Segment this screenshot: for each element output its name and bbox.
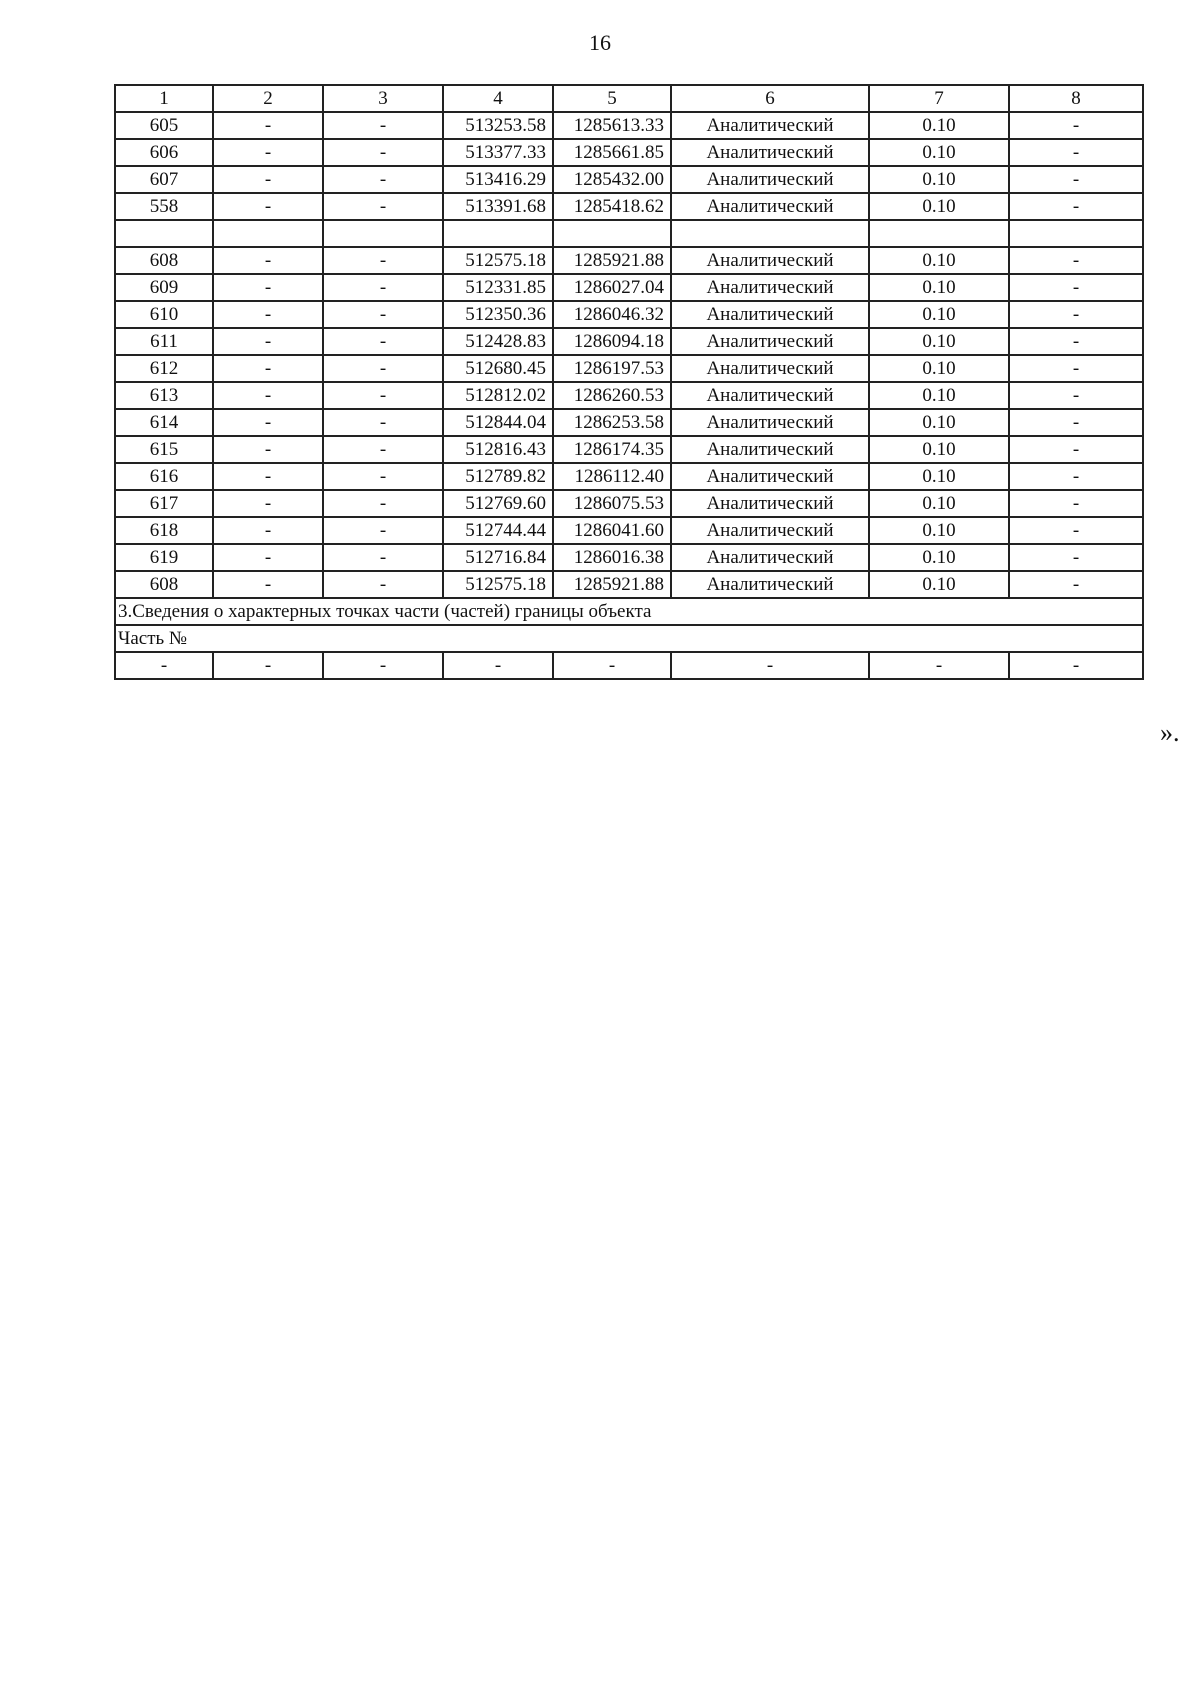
blank-row xyxy=(115,220,1143,247)
table-cell: 0.10 xyxy=(869,247,1009,274)
table-cell: - xyxy=(213,247,323,274)
blank-cell xyxy=(443,220,553,247)
table-cell: 0.10 xyxy=(869,193,1009,220)
table-cell: 1285418.62 xyxy=(553,193,671,220)
table-cell: 0.10 xyxy=(869,139,1009,166)
table-cell: - xyxy=(323,463,443,490)
table-cell: 0.10 xyxy=(869,490,1009,517)
table-cell: 1286075.53 xyxy=(553,490,671,517)
part-label-row xyxy=(115,625,1143,652)
table-cell: 1286253.58 xyxy=(553,409,671,436)
table-cell: Аналитический xyxy=(671,571,869,598)
table-cell: - xyxy=(323,247,443,274)
table-cell: - xyxy=(323,301,443,328)
table-cell: 619 xyxy=(115,544,213,571)
column-number: 6 xyxy=(671,85,869,112)
table-cell: 0.10 xyxy=(869,544,1009,571)
table-cell: 1286197.53 xyxy=(553,355,671,382)
blank-cell xyxy=(553,220,671,247)
part-label: Часть № xyxy=(115,625,1143,652)
table-cell: 1286112.40 xyxy=(553,463,671,490)
table-cell: 512680.45 xyxy=(443,355,553,382)
column-number: 4 xyxy=(443,85,553,112)
table-cell: - xyxy=(1009,436,1143,463)
table-cell: 616 xyxy=(115,463,213,490)
table-cell: Аналитический xyxy=(671,247,869,274)
table-cell: Аналитический xyxy=(671,139,869,166)
column-number-row xyxy=(115,85,1143,112)
table-cell: - xyxy=(213,490,323,517)
table-cell: - xyxy=(1009,517,1143,544)
table-cell: - xyxy=(213,409,323,436)
table-cell: 607 xyxy=(115,166,213,193)
closing-quote-mark: ». xyxy=(1160,718,1180,747)
table-row xyxy=(115,328,1143,355)
table-row xyxy=(115,571,1143,598)
table-cell: Аналитический xyxy=(671,517,869,544)
table-cell: 614 xyxy=(115,409,213,436)
table-cell: - xyxy=(213,166,323,193)
table-cell: - xyxy=(1009,193,1143,220)
column-number: 3 xyxy=(323,85,443,112)
table-row xyxy=(115,544,1143,571)
table-cell: - xyxy=(1009,139,1143,166)
table-cell: 1286041.60 xyxy=(553,517,671,544)
section-heading-row xyxy=(115,598,1143,625)
table-cell: - xyxy=(1009,301,1143,328)
table-cell: Аналитический xyxy=(671,544,869,571)
blank-cell xyxy=(1009,220,1143,247)
table-cell: 1286260.53 xyxy=(553,382,671,409)
table-cell: - xyxy=(1009,544,1143,571)
table-cell: - xyxy=(323,139,443,166)
table-cell: - xyxy=(1009,382,1143,409)
table-cell: 0.10 xyxy=(869,463,1009,490)
table-cell: 512816.43 xyxy=(443,436,553,463)
table-row xyxy=(115,652,1143,679)
column-number: 2 xyxy=(213,85,323,112)
table-cell: 513391.68 xyxy=(443,193,553,220)
table-cell: - xyxy=(1009,490,1143,517)
coordinates-table xyxy=(114,84,1144,680)
table-cell: - xyxy=(1009,274,1143,301)
table-row xyxy=(115,436,1143,463)
table-cell: Аналитический xyxy=(671,463,869,490)
table-cell: - xyxy=(213,274,323,301)
table-cell: - xyxy=(323,436,443,463)
table-cell: 1285613.33 xyxy=(553,112,671,139)
page-number: 16 xyxy=(589,30,611,55)
table-row xyxy=(115,382,1143,409)
table-cell: Аналитический xyxy=(671,328,869,355)
table-row xyxy=(115,517,1143,544)
table-cell: - xyxy=(323,193,443,220)
table-cell: 609 xyxy=(115,274,213,301)
table-cell: 1286094.18 xyxy=(553,328,671,355)
table-cell: 0.10 xyxy=(869,112,1009,139)
table-cell: - xyxy=(869,652,1009,679)
table-cell: - xyxy=(1009,571,1143,598)
table-cell: - xyxy=(323,382,443,409)
table-cell: 1285432.00 xyxy=(553,166,671,193)
table-cell: 610 xyxy=(115,301,213,328)
table-cell: - xyxy=(1009,328,1143,355)
table-cell: Аналитический xyxy=(671,301,869,328)
table-cell: Аналитический xyxy=(671,382,869,409)
table-cell: - xyxy=(213,544,323,571)
table-cell: Аналитический xyxy=(671,112,869,139)
table-cell: - xyxy=(323,517,443,544)
table-cell: 606 xyxy=(115,139,213,166)
table-cell: - xyxy=(323,355,443,382)
table-row xyxy=(115,463,1143,490)
table-cell: 0.10 xyxy=(869,382,1009,409)
blank-cell xyxy=(671,220,869,247)
table-cell: - xyxy=(213,355,323,382)
blank-cell xyxy=(869,220,1009,247)
table-cell: Аналитический xyxy=(671,490,869,517)
table-cell: Аналитический xyxy=(671,274,869,301)
table-cell: 558 xyxy=(115,193,213,220)
table-cell: 0.10 xyxy=(869,436,1009,463)
table-cell: 513416.29 xyxy=(443,166,553,193)
table-cell: 1286027.04 xyxy=(553,274,671,301)
table-row xyxy=(115,301,1143,328)
table-cell: 512575.18 xyxy=(443,247,553,274)
table-cell: 512350.36 xyxy=(443,301,553,328)
table-cell: 0.10 xyxy=(869,274,1009,301)
table-cell: - xyxy=(1009,409,1143,436)
table-cell: 1286016.38 xyxy=(553,544,671,571)
table-cell: - xyxy=(323,112,443,139)
table-cell: 512331.85 xyxy=(443,274,553,301)
table-cell: 513253.58 xyxy=(443,112,553,139)
coordinates-table-wrapper xyxy=(114,84,1144,680)
table-cell: - xyxy=(213,382,323,409)
table-cell: - xyxy=(1009,463,1143,490)
table-cell: - xyxy=(323,652,443,679)
table-cell: Аналитический xyxy=(671,193,869,220)
table-cell: Аналитический xyxy=(671,409,869,436)
table-cell: 0.10 xyxy=(869,409,1009,436)
table-row xyxy=(115,247,1143,274)
blank-cell xyxy=(213,220,323,247)
table-cell: 605 xyxy=(115,112,213,139)
table-cell: 618 xyxy=(115,517,213,544)
table-row xyxy=(115,490,1143,517)
table-cell: 512575.18 xyxy=(443,571,553,598)
table-cell: 512844.04 xyxy=(443,409,553,436)
table-cell: - xyxy=(213,193,323,220)
table-cell: 0.10 xyxy=(869,571,1009,598)
table-row xyxy=(115,409,1143,436)
table-cell: 1285921.88 xyxy=(553,247,671,274)
table-cell: 613 xyxy=(115,382,213,409)
column-number: 8 xyxy=(1009,85,1143,112)
table-cell: 0.10 xyxy=(869,517,1009,544)
table-cell: 512812.02 xyxy=(443,382,553,409)
table-cell: - xyxy=(213,463,323,490)
blank-cell xyxy=(115,220,213,247)
table-row xyxy=(115,193,1143,220)
table-cell: 608 xyxy=(115,571,213,598)
table-body-spacer xyxy=(115,220,1143,247)
table-cell: - xyxy=(1009,166,1143,193)
table-cell: - xyxy=(323,490,443,517)
table-cell: - xyxy=(323,328,443,355)
table-body-parts xyxy=(115,598,1143,679)
table-body-a xyxy=(115,112,1143,220)
column-number: 7 xyxy=(869,85,1009,112)
table-cell: 512716.84 xyxy=(443,544,553,571)
column-number: 1 xyxy=(115,85,213,112)
table-cell: 1286174.35 xyxy=(553,436,671,463)
table-cell: - xyxy=(323,571,443,598)
table-cell: - xyxy=(1009,355,1143,382)
table-cell: 615 xyxy=(115,436,213,463)
table-cell: 512428.83 xyxy=(443,328,553,355)
table-cell: 608 xyxy=(115,247,213,274)
table-cell: - xyxy=(213,517,323,544)
table-cell: - xyxy=(213,571,323,598)
table-cell: Аналитический xyxy=(671,355,869,382)
column-number: 5 xyxy=(553,85,671,112)
table-body-b xyxy=(115,247,1143,598)
table-cell: 0.10 xyxy=(869,301,1009,328)
table-cell: Аналитический xyxy=(671,166,869,193)
table-cell: 611 xyxy=(115,328,213,355)
table-cell: - xyxy=(1009,247,1143,274)
table-cell: 1285661.85 xyxy=(553,139,671,166)
table-cell: - xyxy=(213,301,323,328)
table-cell: - xyxy=(323,409,443,436)
table-row xyxy=(115,139,1143,166)
table-cell: Аналитический xyxy=(671,436,869,463)
table-cell: - xyxy=(323,544,443,571)
table-row xyxy=(115,355,1143,382)
table-cell: - xyxy=(213,139,323,166)
table-cell: 0.10 xyxy=(869,355,1009,382)
table-cell: 617 xyxy=(115,490,213,517)
table-cell: - xyxy=(1009,652,1143,679)
table-row xyxy=(115,166,1143,193)
table-row xyxy=(115,274,1143,301)
table-row xyxy=(115,112,1143,139)
table-cell: 1285921.88 xyxy=(553,571,671,598)
table-cell: 512744.44 xyxy=(443,517,553,544)
table-cell: - xyxy=(323,166,443,193)
table-cell: - xyxy=(1009,112,1143,139)
table-cell: - xyxy=(213,328,323,355)
table-cell: - xyxy=(553,652,671,679)
blank-cell xyxy=(323,220,443,247)
table-cell: - xyxy=(671,652,869,679)
table-cell: - xyxy=(213,112,323,139)
table-cell: - xyxy=(213,436,323,463)
table-cell: 0.10 xyxy=(869,166,1009,193)
table-cell: 512769.60 xyxy=(443,490,553,517)
table-cell: - xyxy=(115,652,213,679)
table-cell: 512789.82 xyxy=(443,463,553,490)
section-heading: 3.Сведения о характерных точках части (частей) границы объекта xyxy=(115,598,1143,625)
table-cell: 1286046.32 xyxy=(553,301,671,328)
table-cell: - xyxy=(443,652,553,679)
table-cell: 513377.33 xyxy=(443,139,553,166)
table-cell: - xyxy=(213,652,323,679)
table-cell: 612 xyxy=(115,355,213,382)
table-cell: 0.10 xyxy=(869,328,1009,355)
table-cell: - xyxy=(323,274,443,301)
